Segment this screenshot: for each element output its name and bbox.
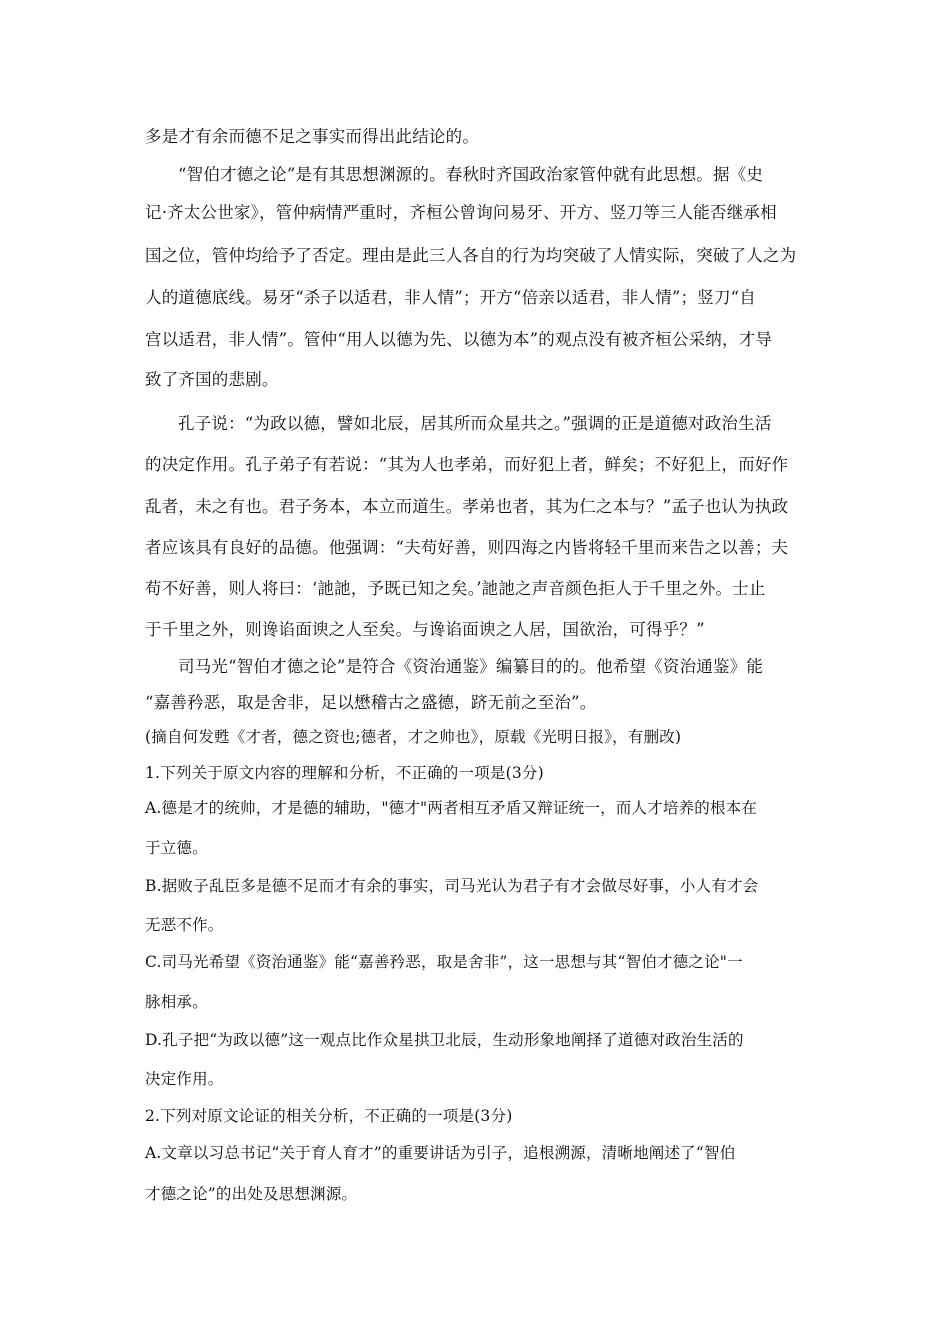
question-1-option-c-cont: 脉相承。 (145, 993, 208, 1011)
text-line-5: 人的道德底线。易牙“杀子以适君，非人情”；开方“倍亲以适君，非人情”；竖刀“自 (145, 288, 756, 307)
text-line-1: 多是才有余而德不足之事实而得出此结论的。 (145, 127, 479, 146)
question-2-option-a-cont: 才德之论”的出处及思想渊源。 (145, 1185, 358, 1203)
text-line-7: 致了齐国的悲剧。 (145, 370, 279, 389)
source-citation: (摘自何发甦《才者，德之资也;德者，才之帅也》，原载《光明日报》，有删改) (145, 728, 682, 746)
question-2-option-a: A.文章以习总书记“关于育人育才”的重要讲话为引子，追根溯源，清晰地阐述了“智伯 (145, 1144, 736, 1162)
question-1-option-c: C.司马光希望《资治通鉴》能“嘉善矜恶，取是舍非”，这一思想与其“智伯才德之论"一 (145, 953, 743, 971)
text-line-6: 宫以适君，非人情”。管仲“用人以德为先、以德为本”的观点没有被齐桓公采纳，才导 (145, 330, 773, 349)
question-1-option-a: A.德是才的统帅，才是德的辅助，"德才"两者相互矛盾又辩证统一，而人才培养的根本在 (145, 799, 758, 817)
question-1-option-d: D.孔子把“为政以德”这一观点比作众星拱卫北辰，生动形象地阐择了道德对政治生活的 (145, 1031, 744, 1049)
text-line-15: “嘉善矜恶，取是舍非，足以懋稽古之盛德，跻无前之至治”。 (145, 693, 597, 712)
text-line-8: 孔子说：“为政以德，譬如北辰，居其所而众星共之。”强调的正是道德对政治生活 (178, 414, 772, 433)
question-1-option-b: B.据败子乱臣多是德不足而才有余的事实，司马光认为君子有才会做尽好事，小人有才会 (145, 877, 759, 895)
text-line-3: 记·齐太公世家》，管仲病情严重时，齐桓公曾询问易牙、开方、竖刀等三人能否继承相 (145, 203, 777, 222)
text-line-13: 于千里之外，则谗谄面谀之人至矣。与谗谄面谀之人居，国欲治，可得乎？” (145, 620, 705, 639)
text-line-4: 国之位，管仲均给予了否定。理由是此三人各自的行为均突破了人情实际，突破了人之为 (145, 246, 797, 265)
question-2-stem: 2.下列对原文论证的相关分析，不正确的一项是(3分) (145, 1107, 513, 1125)
text-line-12: 苟不好善，则人将曰：‘訑訑，予既已知之矣。’訑訑之声音颜色拒人于千里之外。士止 (145, 579, 766, 598)
question-1-option-b-cont: 无恶不作。 (145, 916, 224, 934)
question-1-option-d-cont: 决定作用。 (145, 1070, 224, 1088)
text-line-9: 的决定作用。孔子弟子有若说：“其为人也孝弟，而好犯上者，鲜矣；不好犯上，而好作 (145, 455, 789, 474)
text-line-11: 者应该具有良好的品德。他强调：“夫苟好善，则四海之内皆将轻千里而来告之以善；夫 (145, 538, 789, 557)
text-line-10: 乱者，未之有也。君子务本，本立而道生。孝弟也者，其为仁之本与？”孟子也认为执政 (145, 497, 789, 516)
text-line-2: “智伯才德之论”是有其思想渊源的。春秋时齐国政治家管仲就有此思想。据《史 (178, 165, 764, 184)
text-line-14: 司马光“智伯才德之论”是符合《资治通鉴》编纂目的的。他希望《资治通鉴》能 (178, 657, 764, 676)
question-1-option-a-cont: 于立德。 (145, 839, 208, 857)
question-1-stem: 1.下列关于原文内容的理解和分析，不正确的一项是(3分) (145, 764, 544, 782)
